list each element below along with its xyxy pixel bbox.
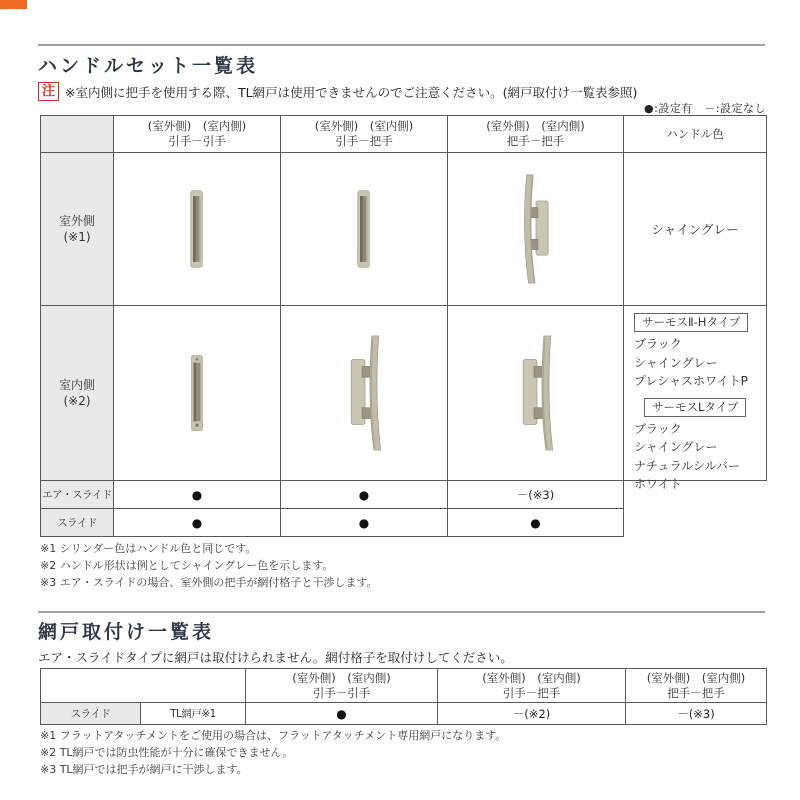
indoor-totte-cell-2 (448, 306, 624, 481)
tl-totte-totte: －(※3) (626, 703, 767, 725)
air-slide-hikite-hikite: ● (114, 481, 281, 509)
thermosl-type-badge: サーモスLタイプ (644, 398, 746, 417)
legend: ●:設定有 －:設定なし (643, 102, 766, 115)
header-empty-cell (41, 116, 114, 153)
slide-hikite-hikite: ● (114, 509, 281, 537)
tl-hikite-hikite: ● (246, 703, 438, 725)
handle-set-table (40, 115, 767, 491)
flush-pull-handle-image (187, 189, 207, 269)
header-handle-color: ハンドル色 (624, 116, 767, 153)
flush-pull-handle-image (189, 354, 205, 432)
section2-description: エア・スライドタイプに網戸は取付けられません。網付格子を取付けしてください。 (38, 650, 513, 665)
slide-hikite-totte: ● (281, 509, 448, 537)
header-hikite-hikite: (室外側) (室内側) 引手－引手 (246, 669, 438, 703)
page-corner-mark (0, 0, 27, 9)
note-text: ※室内側に把手を使用する際、TL網戸は使用できませんのでご注意ください。(網戸取付け一覧表参照) (65, 84, 638, 100)
note-badge: 注 (38, 82, 59, 101)
row-outdoor-label: 室外側 (※1) (41, 153, 114, 306)
air-slide-hikite-totte: ● (281, 481, 448, 509)
section2-title: 網戸取付け一覧表 (38, 621, 215, 643)
bar-handle-image (516, 334, 556, 452)
header-hikite-totte: (室外側) (室内側) 引手－把手 (438, 669, 626, 703)
section1-note (38, 82, 637, 101)
section2-divider (38, 611, 765, 613)
header-totte-totte: (室外側) (室内側) 把手－把手 (626, 669, 767, 703)
section1-title: ハンドルセット一覧表 (38, 55, 259, 77)
slide-totte-totte: ● (448, 509, 624, 537)
outdoor-totte-cell (448, 153, 624, 306)
indoor-hikite-cell (114, 306, 281, 481)
thermos2h-type-badge: サーモスⅡ-Hタイプ (634, 313, 748, 332)
bar-handle-image (344, 334, 384, 452)
tl-screen-cell: TL網戸※1 (141, 703, 246, 725)
header-hikite-hikite: (室外側) (室内側) 引手－引手 (114, 116, 281, 153)
header-totte-totte: (室外側) (室内側) 把手－把手 (448, 116, 624, 153)
screen-door-table (40, 668, 767, 725)
outdoor-hikite-cell (114, 153, 281, 306)
row-slide-label: スライド (41, 509, 114, 537)
indoor-color-cell: サーモスⅡ-Hタイプ ブラック シャイングレー プレシャスホワイトP サーモスLタイプ ブラック シャイングレー ナチュラルシルバー ホワイト (624, 306, 767, 481)
row-indoor-label: 室内側 (※2) (41, 306, 114, 481)
section1-footnotes: ※1 シリンダー色はハンドル色と同じです。 ※2 ハンドル形状は例としてシャイングレー色を示します。 ※3 エア・スライドの場合、室外側の把手が網付格子と干渉します。 (40, 542, 378, 589)
header-empty-cell (41, 669, 246, 703)
row-air-slide-label: エア・スライド (41, 481, 114, 509)
section1-divider (38, 44, 765, 46)
bar-handle-image (516, 173, 556, 285)
header-hikite-totte: (室外側) (室内側) 引手－把手 (281, 116, 448, 153)
air-slide-totte-totte: －(※3) (448, 481, 624, 509)
section2-footnotes: ※1 フラットアタッチメントをご使用の場合は、フラットアタッチメント専用網戸になります。 ※2 TL網戸では防虫性能が十分に確保できません。 ※3 TL網戸では把手が網戸に干渉します。 (40, 729, 507, 776)
flush-pull-handle-image (354, 189, 374, 269)
outdoor-color-cell: シャイングレー (624, 153, 767, 306)
indoor-totte-cell (281, 306, 448, 481)
outdoor-hikite-cell-2 (281, 153, 448, 306)
tl-hikite-totte: －(※2) (438, 703, 626, 725)
availability-table (40, 480, 624, 537)
row-slide-label: スライド (41, 703, 141, 725)
